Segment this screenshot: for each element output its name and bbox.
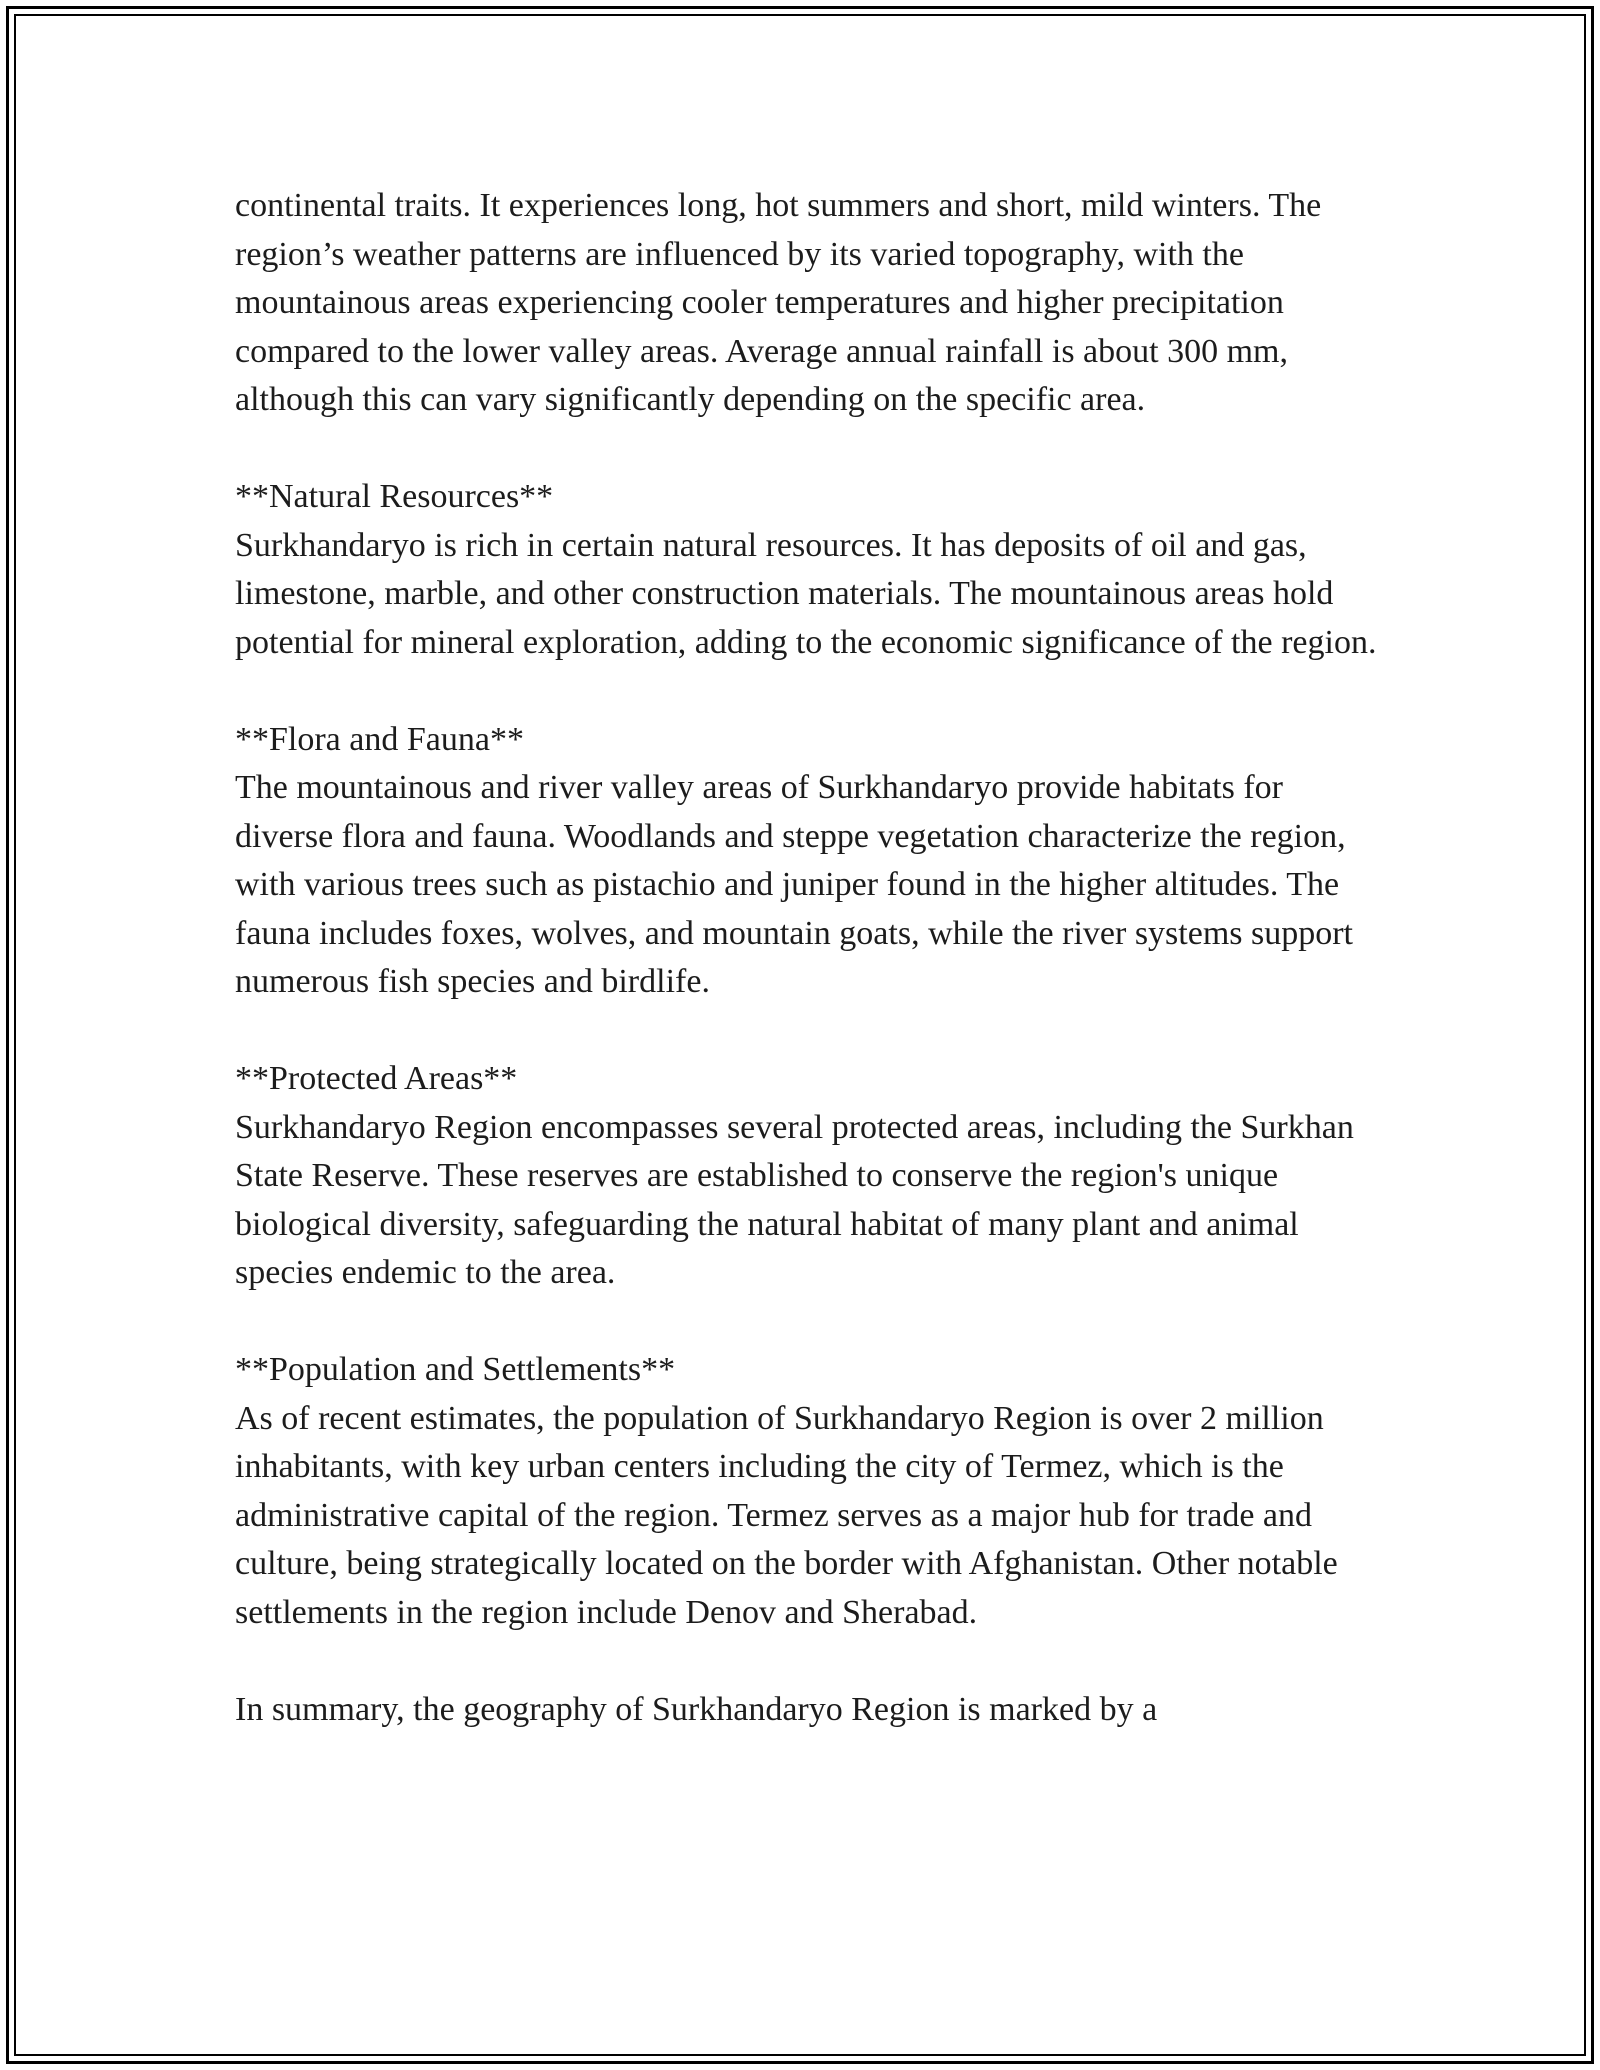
intro-paragraph-block <box>235 182 1385 425</box>
section-paragraph: Surkhandaryo is rich in certain natural resources. It has deposits of oil and gas, limestone, marble, and other construction materials. The mountainous areas hold potential for mineral exploration, adding to the economic significance of the region. <box>235 526 1377 661</box>
section-paragraph: Surkhandaryo Region encompasses several protected areas, including the Surkhan State Reserve. These reserves are established to conserve the region's unique biological diversity, safeguarding the natural habitat of many plant and animal species endemic to the area. <box>235 1108 1354 1291</box>
document-body <box>235 182 1385 1783</box>
section-protected-areas <box>235 1055 1385 1298</box>
section-paragraph: The mountainous and river valley areas of Surkhandaryo provide habitats for diverse flora and fauna. Woodlands and steppe vegetation characterize the region, with various trees such as pistachio and juniper found in the higher altitudes. The fauna includes foxes, wolves, and mountain goats, while the river systems support numerous fish species and birdlife. <box>235 769 1353 1000</box>
section-heading: **Flora and Fauna** <box>235 720 524 758</box>
section-population-and-settlements <box>235 1346 1385 1637</box>
section-natural-resources <box>235 473 1385 667</box>
summary-paragraph-block <box>235 1686 1385 1735</box>
summary-paragraph: In summary, the geography of Surkhandaryo Region is marked by a <box>235 1690 1158 1728</box>
section-heading: **Natural Resources** <box>235 478 554 515</box>
section-heading: **Protected Areas** <box>235 1060 518 1097</box>
section-paragraph: As of recent estimates, the population of Surkhandaryo Region is over 2 million inhabitants, with key urban centers including the city of Termez, which is the administrative capital of the region. Termez serves as a major hub for trade and culture, being strategically located on the border with Afghanistan. Other notable settlements in the region include Denov and Sherabad. <box>235 1399 1338 1631</box>
section-flora-and-fauna <box>235 716 1385 1007</box>
section-heading: **Population and Settlements** <box>235 1351 676 1388</box>
intro-paragraph: continental traits. It experiences long, hot summers and short, mild winters. The region’s weather patterns are influenced by its varied topography, with the mountainous areas experiencing cooler temperatures and higher precipitation compared to the lower valley areas. Average annual rainfall is about 300 mm, although this can vary significantly depending on the specific area. <box>235 187 1322 418</box>
